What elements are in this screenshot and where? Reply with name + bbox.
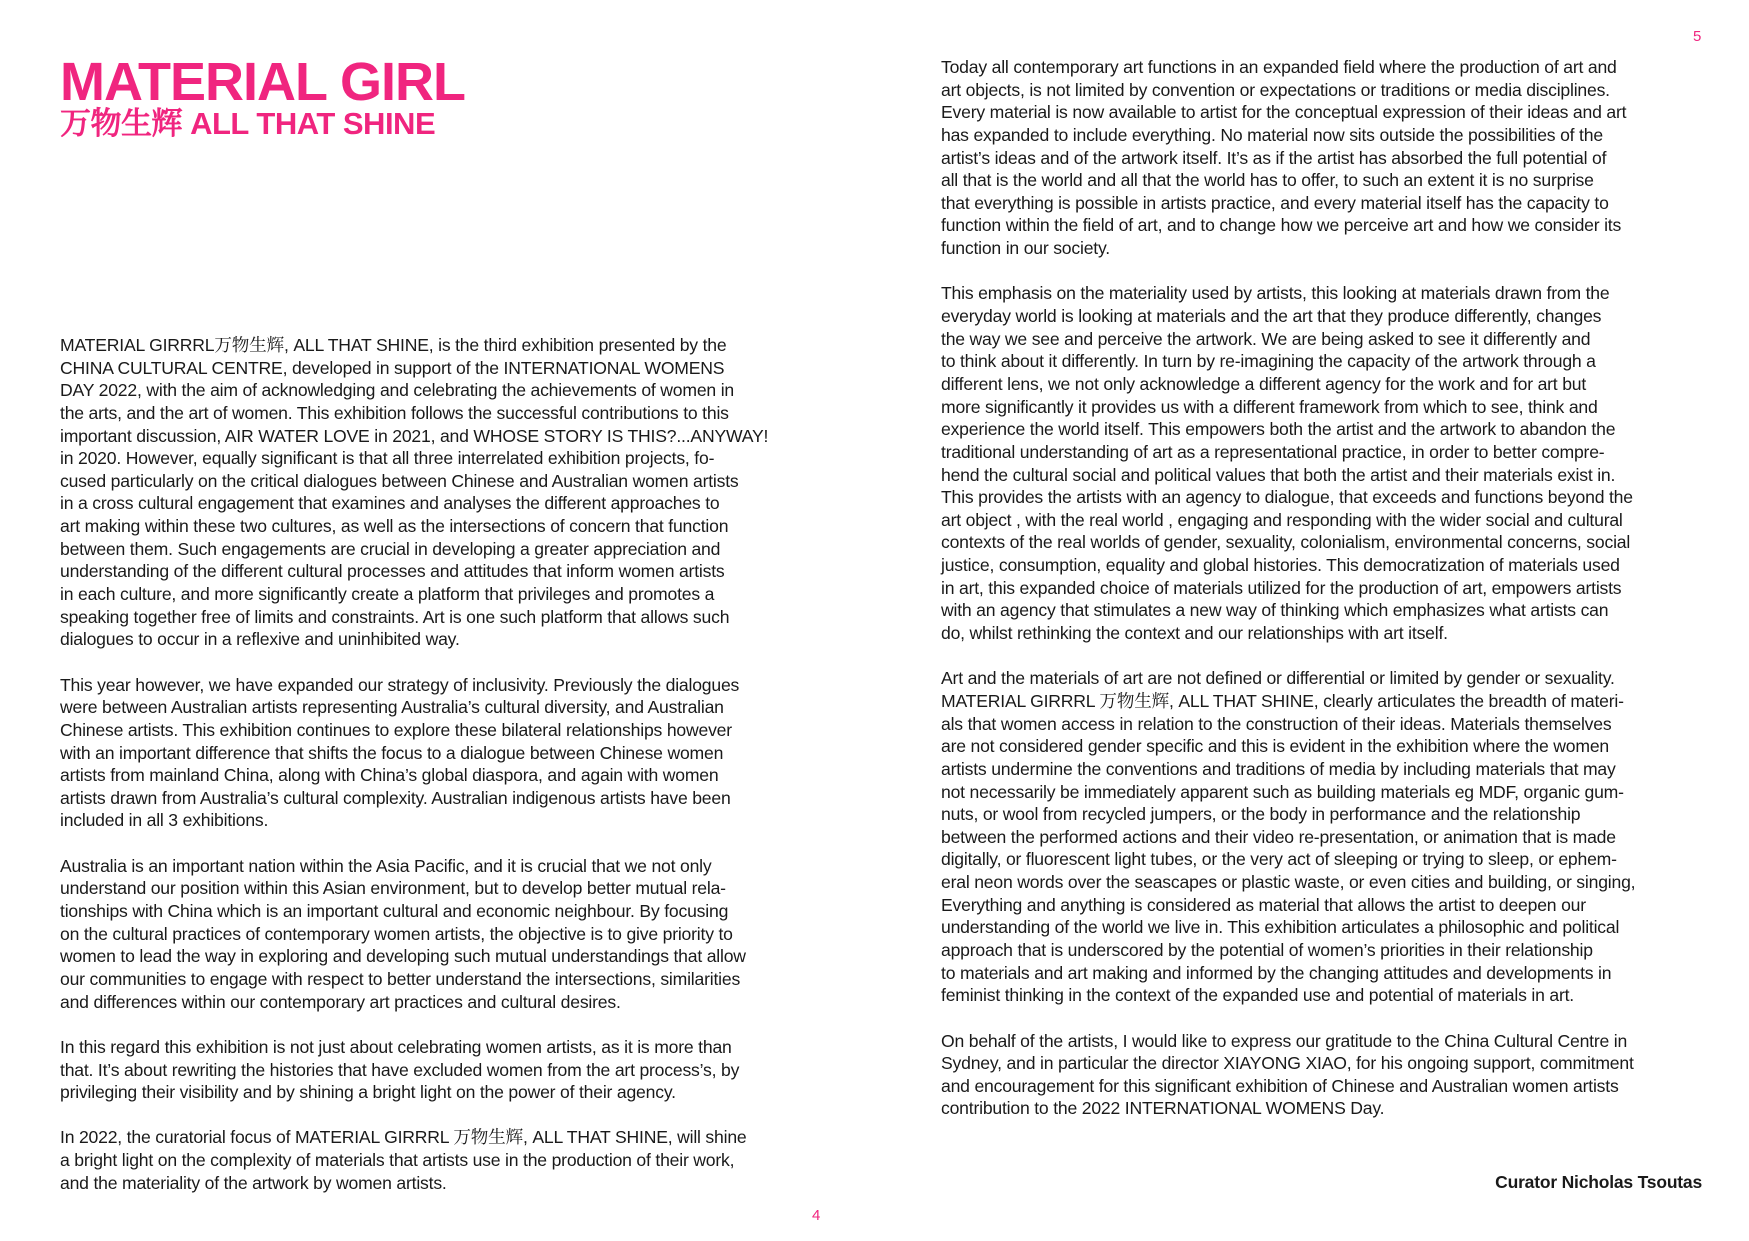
text-line: function in our society. (941, 238, 1110, 259)
paragraph-gap (941, 645, 1635, 668)
text-line: This emphasis on the materiality used by artists, this looking at materials drawn from the (941, 283, 1610, 304)
paragraph (941, 667, 1635, 1007)
text-line: the way we see and perceive the artwork. We are being asked to see it differently and (941, 328, 1591, 349)
text-line: not necessarily be immediately apparent such as building materials eg MDF, organic gum- (941, 781, 1624, 802)
text-line: art object , with the real world , engaging and responding with the wider social and cultural (941, 509, 1623, 530)
text-line: between them. Such engagements are crucial in developing a greater appreciation and (60, 538, 721, 559)
text-line: a bright light on the complexity of materials that artists use in the production of their work, (60, 1150, 735, 1171)
text-line: Australia is an important nation within the Asia Pacific, and it is crucial that we not only (60, 855, 712, 876)
text-line: art objects, is not limited by convention or expectations or traditions or media disciplines. (941, 79, 1610, 100)
text-line: understanding of the world we live in. This exhibition articulates a philosophic and political (941, 917, 1620, 938)
text-line: and the materiality of the artwork by women artists. (60, 1172, 447, 1193)
paragraph (941, 1030, 1635, 1121)
text-line: were between Australian artists representing Australia’s cultural diversity, and Australian (60, 697, 724, 718)
text-line: everyday world is looking at materials and the art that they produce differently, changes (941, 306, 1602, 327)
paragraph-gap (60, 651, 768, 674)
text-line: In this regard this exhibition is not just about celebrating women artists, as it is more than (60, 1036, 732, 1057)
text-line: Today all contemporary art functions in an expanded field where the production of art and (941, 57, 1617, 77)
text-line: all that is the world and all that the world has to offer, to such an extent it is no surprise (941, 170, 1594, 191)
text-line: has expanded to include everything. No material now sits outside the possibilities of the (941, 124, 1603, 145)
text-line: On behalf of the artists, I would like to express our gratitude to the China Cultural Centre in (941, 1030, 1628, 1051)
text-line: with an important difference that shifts the focus to a dialogue between Chinese women (60, 742, 724, 763)
right-column (941, 56, 1635, 1120)
text-line: Sydney, and in particular the director XIAYONG XIAO, for his ongoing support, commitment (941, 1053, 1634, 1074)
text-line: in each culture, and more significantly create a platform that privileges and promotes a (60, 584, 715, 605)
text-line: MATERIAL GIRRRL万物生辉, ALL THAT SHINE, is the third exhibition presented by the (60, 335, 727, 355)
text-line: experience the world itself. This empowers both the artist and the artwork to abandon the (941, 419, 1616, 440)
text-line: artists from mainland China, along with China’s global diaspora, and again with women (60, 765, 719, 786)
text-line: contribution to the 2022 INTERNATIONAL WOMENS Day. (941, 1098, 1385, 1119)
text-line: digitally, or fluorescent light tubes, or the very act of sleeping or trying to sleep, or ephem- (941, 849, 1617, 870)
text-line: DAY 2022, with the aim of acknowledging and celebrating the achievements of women in (60, 380, 735, 401)
text-line: This provides the artists with an agency to dialogue, that exceeds and functions beyond the (941, 487, 1633, 508)
text-line: Chinese artists. This exhibition continues to explore these bilateral relationships however (60, 719, 732, 740)
text-line: understand our position within this Asian environment, but to develop better mutual rela- (60, 878, 726, 899)
paragraph-gap (941, 260, 1635, 283)
paragraph (60, 855, 768, 1013)
paragraph (60, 674, 768, 832)
text-line: with an agency that stimulates a new way of thinking which emphasizes what artists can (941, 600, 1609, 621)
text-line: artists drawn from Australia’s cultural complexity. Australian indigenous artists have been (60, 787, 731, 808)
text-line: speaking together free of limits and constraints. Art is one such platform that allows such (60, 606, 730, 627)
text-line: and differences within our contemporary art practices and cultural desires. (60, 991, 621, 1012)
text-line: in art, this expanded choice of materials utilized for the production of art, empowers artists (941, 577, 1622, 598)
curator-signature: Curator Nicholas Tsoutas (1495, 1172, 1702, 1192)
paragraph-gap (941, 1007, 1635, 1030)
text-line: included in all 3 exhibitions. (60, 810, 269, 831)
page-title: MATERIAL GIRL (60, 52, 465, 112)
text-line: nuts, or wool from recycled jumpers, or the body in performance and the relationship (941, 804, 1581, 825)
text-line: function within the field of art, and to change how we perceive art and how we consider its (941, 215, 1622, 236)
text-line: and encouragement for this significant exhibition of Chinese and Australian women artists (941, 1075, 1619, 1096)
text-line: hend the cultural social and political values that both the artist and their materials exist in. (941, 464, 1616, 485)
text-line: traditional understanding of art as a representational practice, in order to better compre- (941, 441, 1605, 462)
text-line: dialogues to occur in a reflexive and uninhibited way. (60, 629, 460, 650)
text-line: Every material is now available to artist for the conceptual expression of their ideas and art (941, 102, 1627, 123)
text-line: understanding of the different cultural processes and attitudes that inform women artists (60, 561, 725, 582)
paragraph (60, 334, 768, 651)
text-line: that. It’s about rewriting the histories that have excluded women from the art process’s, by (60, 1059, 740, 1080)
text-line: in a cross cultural engagement that examines and analyses the different approaches to (60, 493, 720, 514)
text-line: are not considered gender specific and this is evident in the exhibition where the women (941, 736, 1609, 757)
text-line: between the performed actions and their video re-presentation, or animation that is made (941, 826, 1616, 847)
text-line: women to lead the way in exploring and developing such mutual understandings that allow (60, 946, 746, 967)
text-line: This year however, we have expanded our strategy of inclusivity. Previously the dialogues (60, 674, 740, 695)
text-line: on the cultural practices of contemporary women artists, the objective is to give priority to (60, 923, 733, 944)
text-line: artist’s ideas and of the artwork itself. It’s as if the artist has absorbed the full potential of (941, 147, 1607, 168)
paragraph (60, 1126, 768, 1194)
text-line: eral neon words over the seascapes or plastic waste, or even cities and building, or singing, (941, 872, 1636, 893)
page-subtitle: 万物生辉 ALL THAT SHINE (60, 106, 436, 141)
text-line: our communities to engage with respect to better understand the intersections, similarities (60, 968, 741, 989)
text-line: the arts, and the art of women. This exhibition follows the successful contributions to this (60, 402, 729, 423)
text-line: In 2022, the curatorial focus of MATERIAL GIRRRL 万物生辉, ALL THAT SHINE, will shine (60, 1127, 747, 1148)
text-line: artists undermine the conventions and traditions of media by including materials that may (941, 758, 1616, 779)
paragraph (941, 282, 1635, 644)
text-line: privileging their visibility and by shining a bright light on the power of their agency. (60, 1082, 676, 1103)
paragraph-gap (60, 832, 768, 855)
text-line: MATERIAL GIRRRL 万物生辉, ALL THAT SHINE, clearly articulates the breadth of materi- (941, 690, 1624, 711)
text-line: important discussion, AIR WATER LOVE in 2021, and WHOSE STORY IS THIS?...ANYWAY! (60, 425, 769, 446)
text-line: als that women access in relation to the construction of their ideas. Materials themselves (941, 713, 1612, 734)
paragraph-gap (60, 1104, 768, 1127)
text-line: CHINA CULTURAL CENTRE, developed in support of the INTERNATIONAL WOMENS (60, 357, 725, 378)
text-line: to materials and art making and informed by the changing attitudes and developments in (941, 962, 1612, 983)
text-line: to think about it differently. In turn by re-imagining the capacity of the artwork through a (941, 351, 1596, 372)
text-line: more significantly it provides us with a different framework from which to see, think and (941, 396, 1598, 417)
left-column (60, 334, 768, 1194)
paragraph (60, 1036, 768, 1104)
text-line: different lens, we not only acknowledge a different agency for the work and for art but (941, 373, 1587, 394)
page-number-right: 5 (1693, 28, 1702, 45)
text-line: approach that is underscored by the potential of women’s priorities in their relationship (941, 939, 1593, 960)
text-line: Art and the materials of art are not defined or differential or limited by gender or sexuality. (941, 668, 1615, 689)
text-line: cused particularly on the critical dialogues between Chinese and Australian women artists (60, 470, 739, 491)
text-line: contexts of the real worlds of gender, sexuality, colonialism, environmental concerns, social (941, 532, 1631, 553)
text-line: feminist thinking in the context of the expanded use and potential of materials in art. (941, 985, 1574, 1006)
text-line: justice, consumption, equality and global histories. This democratization of materials used (941, 555, 1620, 576)
text-line: tionships with China which is an important cultural and economic neighbour. By focusing (60, 901, 729, 922)
text-line: do, whilst rethinking the context and our relationships with art itself. (941, 623, 1448, 644)
text-line: that everything is possible in artists practice, and every material itself has the capacity to (941, 192, 1609, 213)
paragraph-gap (60, 1013, 768, 1036)
text-line: Everything and anything is considered as material that allows the artist to deepen our (941, 894, 1586, 915)
text-line: in 2020. However, equally significant is that all three interrelated exhibition projects, fo- (60, 448, 715, 469)
page-number-left: 4 (812, 1207, 821, 1224)
text-line: art making within these two cultures, as well as the intersections of concern that function (60, 516, 729, 537)
paragraph (941, 56, 1635, 260)
